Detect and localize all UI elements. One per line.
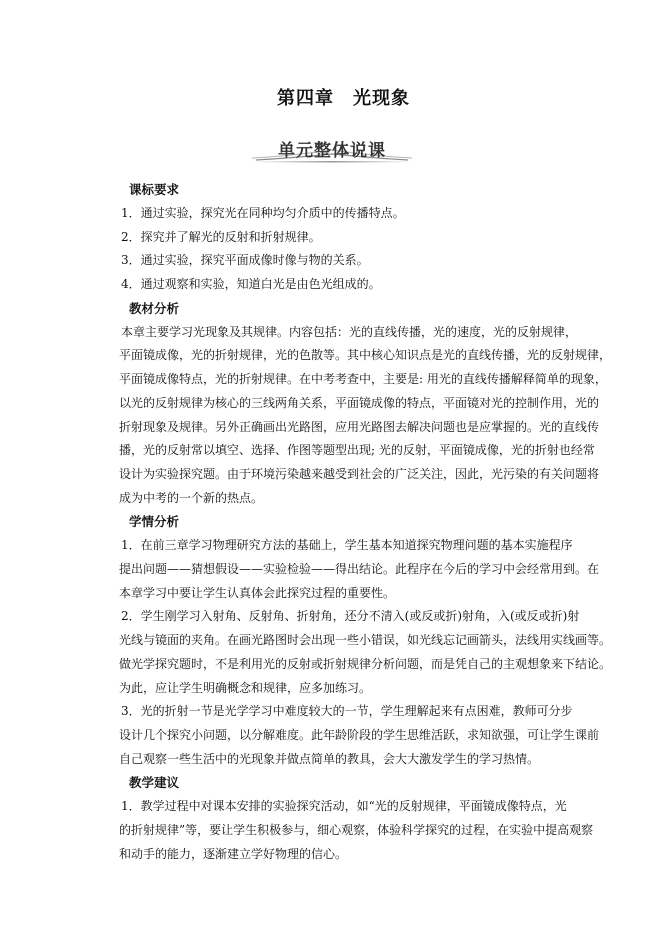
paragraph-line: 设计几个探究小问题，以分解难度。此年龄阶段的学生思维活跃，求知欲强，可让学生课前 bbox=[119, 728, 600, 742]
section-heading-teaching: 教学建议 bbox=[129, 775, 180, 791]
paragraph-line: 2．学生刚学习入射角、反射角、折射角，还分不清入(或反或折)射角，入(或反或折)射 bbox=[121, 609, 580, 624]
student-analysis-paragraph bbox=[119, 605, 612, 700]
paragraph-line: 3．光的折射一节是光学学习中难度较大的一节，学生理解起来有点困难，教师可分步 bbox=[121, 704, 573, 719]
paragraph-line: 自己观察一些生活中的光现象并做点简单的教具，会大大激发学生的学习热情。 bbox=[119, 751, 540, 766]
student-analysis-paragraph bbox=[119, 700, 600, 771]
curriculum-item: 4．通过观察和实验，知道白光是由色光组成的。 bbox=[121, 277, 381, 292]
unit-header-banner bbox=[252, 132, 412, 164]
textbook-analysis-paragraph bbox=[119, 321, 612, 511]
curriculum-item: 3．通过实验，探究平面成像时像与物的关系。 bbox=[121, 253, 369, 268]
paragraph-line: 本章主要学习光现象及其规律。内容包括：光的直线传播，光的速度，光的反射规律， bbox=[121, 324, 578, 339]
paragraph-line: 平面镜成像特点，光的折射规律。在中考考查中，主要是: 用光的直线传播解释简单的现象， bbox=[119, 372, 607, 387]
paragraph-line: 做光学探究题时，不是利用光的反射或折射规律分析问题，而是凭自己的主观想象来下结论。 bbox=[119, 656, 612, 671]
paragraph-line: 以光的反射规律为核心的三线两角关系，平面镜成像的特点，平面镜对光的控制作用，光的 bbox=[119, 395, 600, 410]
unit-header-title: 单元整体说课 bbox=[278, 141, 386, 161]
paragraph-line: 成为中考的一个新的热点。 bbox=[119, 490, 264, 505]
teaching-suggestion-paragraph bbox=[119, 795, 594, 866]
section-heading-textbook: 教材分析 bbox=[129, 300, 180, 316]
paragraph-line: 折射现象及规律。另外正确画出光路图，应用光路图去解决问题也是应掌握的。光的直线传 bbox=[119, 419, 600, 434]
paragraph-line: 和动手的能力，逐渐建立学好物理的信心。 bbox=[119, 846, 348, 861]
paragraph-line: 光线与镜面的夹角。在画光路图时会出现一些小错误，如光线忘记画箭头，法线用实线画等。 bbox=[119, 633, 612, 648]
paragraph-line: 播，光的反射常以填空、选择、作图等题型出现; 光的反射，平面镜成像，光的折射也经常 bbox=[119, 443, 595, 458]
student-analysis-paragraph bbox=[119, 534, 600, 605]
curriculum-item: 2．探究并了解光的反射和折射规律。 bbox=[121, 229, 321, 244]
document-body bbox=[119, 178, 612, 867]
section-heading-curriculum: 课标要求 bbox=[129, 182, 180, 197]
paragraph-line: 平面镜成像，光的折射规律，光的色散等。其中核心知识点是光的直线传播，光的反射规律， bbox=[119, 348, 612, 363]
paragraph-line: 本章学习中要让学生认真体会此探究过程的重要性。 bbox=[119, 585, 396, 600]
paragraph-line: 1．教学过程中对课本安排的实验探究活动，如“光的反射规律，平面镜成像特点，光 bbox=[121, 799, 567, 814]
curriculum-item: 1．通过实验，探究光在同种均匀介质中的传播特点。 bbox=[121, 206, 405, 220]
paragraph-line: 设计为实验探究题。由于环境污染越来越受到社会的广泛关注，因此，光污染的有关问题将 bbox=[119, 466, 600, 481]
paragraph-line: 1．在前三章学习物理研究方法的基础上，学生基本知道探究物理问题的基本实施程序 bbox=[121, 538, 573, 553]
paragraph-line: 提出问题——猜想假设——实验检验——得出结论。此程序在今后的学习中会经常用到。在 bbox=[119, 562, 600, 577]
section-heading-students: 学情分析 bbox=[129, 514, 180, 530]
paragraph-line: 的折射规律”等，要让学生积极参与，细心观察，体验科学探究的过程，在实验中提高观察 bbox=[119, 823, 594, 838]
paragraph-line: 为此，应让学生明确概念和规律，应多加练习。 bbox=[119, 680, 372, 695]
chapter-title: 第四章 光现象 bbox=[277, 88, 410, 109]
